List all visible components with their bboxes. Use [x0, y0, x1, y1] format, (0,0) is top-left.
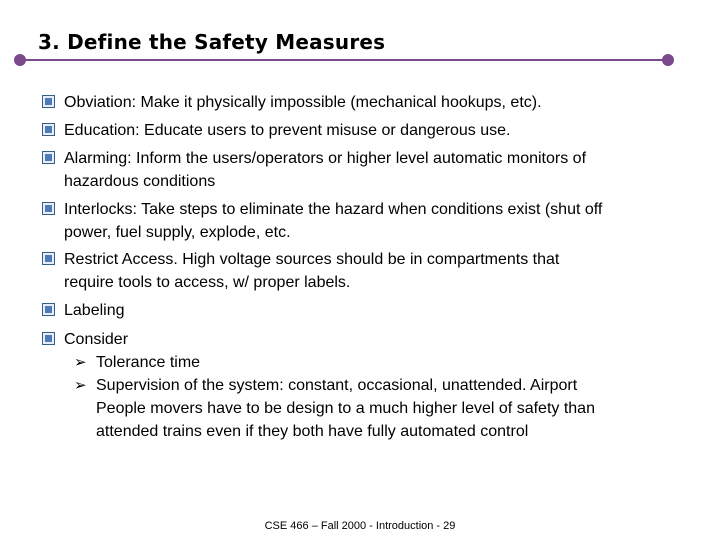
bullet-text: Consider — [64, 331, 129, 348]
checkbox-bullet-icon — [42, 252, 55, 265]
bullet-line: power, fuel supply, explode, etc. — [64, 224, 291, 241]
bullet-obviation — [42, 91, 704, 114]
bullet-line: Alarming: Inform the users/operators or higher level automatic monitors of — [64, 150, 587, 167]
bullet-alarming — [42, 147, 704, 193]
checkbox-bullet-icon — [42, 303, 55, 316]
sub-bullet-tolerance — [74, 351, 704, 374]
slide-footer: CSE 466 – Fall 2000 - Introduction - 29 — [264, 520, 456, 532]
bullet-text: Labeling — [64, 302, 125, 319]
checkbox-bullet-icon — [42, 151, 55, 164]
bullet-labeling — [42, 299, 704, 322]
checkbox-bullet-icon — [42, 332, 55, 345]
rule-left-dot — [14, 54, 26, 66]
bullet-interlocks — [42, 198, 704, 244]
bullet-education — [42, 119, 704, 142]
sub-bullet-supervision — [74, 374, 704, 443]
bullet-line: Restrict Access. High voltage sources should be in compartments that — [64, 251, 560, 268]
checkbox-bullet-icon — [42, 202, 55, 215]
arrow-bullet-icon: ➢ — [74, 377, 87, 394]
sub-bullet-line: Tolerance time — [96, 354, 201, 371]
sub-bullet-line: People movers have to be design to a much higher level of safety than — [96, 400, 595, 417]
sub-bullet-line: Supervision of the system: constant, occasional, unattended. Airport — [96, 377, 578, 394]
bullet-line: Interlocks: Take steps to eliminate the hazard when conditions exist (shut off — [64, 201, 603, 218]
checkbox-bullet-icon — [42, 123, 55, 136]
bullet-text: Education: Educate users to prevent misuse or dangerous use. — [64, 122, 511, 139]
arrow-bullet-icon: ➢ — [74, 354, 87, 371]
bullet-line: require tools to access, w/ proper labels. — [64, 274, 351, 291]
slide-title: 3. Define the Safety Measures — [38, 30, 386, 54]
rule-right-dot — [662, 54, 674, 66]
bullet-consider — [42, 328, 704, 443]
sub-bullet-line: attended trains even if they both have fully automated control — [96, 423, 529, 440]
bullet-restrict-access — [42, 248, 704, 294]
bullet-line: hazardous conditions — [64, 173, 216, 190]
title-rule — [18, 59, 668, 61]
checkbox-bullet-icon — [42, 95, 55, 108]
bullet-text: Obviation: Make it physically impossible (mechanical hookups, etc). — [64, 94, 542, 111]
